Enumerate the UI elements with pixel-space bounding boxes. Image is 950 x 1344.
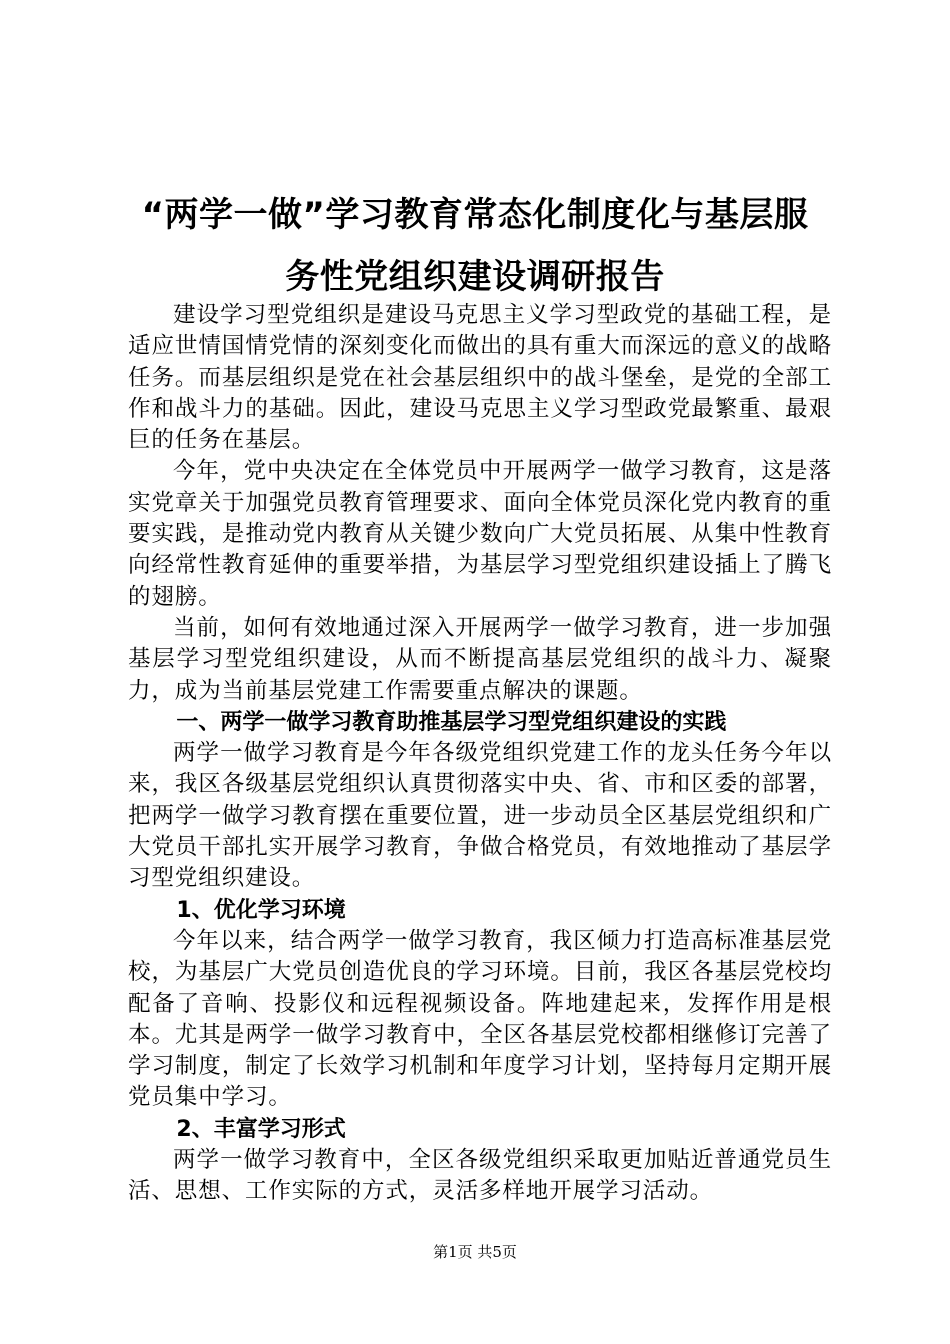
subsection-2-heading: 2、丰富学习形式: [176, 1116, 346, 1142]
document-title-line-1: “两学一做”学习教育常态化制度化与基层服: [141, 195, 809, 235]
document-body: [128, 300, 832, 1208]
subsection-1-heading: 1、优化学习环境: [176, 897, 346, 923]
document-title: [118, 184, 832, 308]
intro-paragraph-1: 建设学习型党组织是建设马克思主义学习型政党的基础工程，是适应世情国情党情的深刻变化而做出的具有重大而深远的意义的战略任务。而基层组织是党在社会基层组织中的战斗堡垒，是党的全部工作和战斗力的基础。因此，建设马克思主义学习型政党最繁重、最艰巨的任务在基层。: [128, 302, 832, 454]
subsection-2-paragraph: 两学一做学习教育中，全区各级党组织采取更加贴近普通党员生活、思想、工作实际的方式，灵活多样地开展学习活动。: [128, 1147, 832, 1205]
intro-paragraph-3: 当前，如何有效地通过深入开展两学一做学习教育，进一步加强基层学习型党组织建设，从而不断提高基层党组织的战斗力、凝聚力，成为当前基层党建工作需要重点解决的课题。: [128, 614, 832, 704]
page-number-footer: 第1页 共5页: [433, 1243, 517, 1261]
section-1-heading: 一、两学一做学习教育助推基层学习型党组织建设的实践: [176, 709, 727, 735]
document-title-line-2: 务性党组织建设调研报告: [285, 257, 665, 297]
subsection-1-paragraph: 今年以来，结合两学一做学习教育，我区倾力打造高标准基层党校，为基层广大党员创造优良的学习环境。目前，我区各基层党校均配备了音响、投影仪和远程视频设备。阵地建起来，发挥作用是根本。尤其是两学一做学习教育中，全区各基层党校都相继修订完善了学习制度，制定了长效学习机制和年度学习计划，坚持每月定期开展党员集中学习。: [128, 927, 832, 1111]
intro-paragraph-2: 今年，党中央决定在全体党员中开展两学一做学习教育，这是落实党章关于加强党员教育管理要求、面向全体党员深化党内教育的重要实践，是推动党内教育从关键少数向广大党员拓展、从集中性教育向经常性教育延伸的重要举措，为基层学习型党组织建设插上了腾飞的翅膀。: [128, 458, 832, 610]
section-1-paragraph: 两学一做学习教育是今年各级党组织党建工作的龙头任务今年以来，我区各级基层党组织认真贯彻落实中央、省、市和区委的部署，把两学一做学习教育摆在重要位置，进一步动员全区基层党组织和广大党员干部扎实开展学习教育，争做合格党员，有效地推动了基层学习型党组织建设。: [128, 740, 832, 892]
